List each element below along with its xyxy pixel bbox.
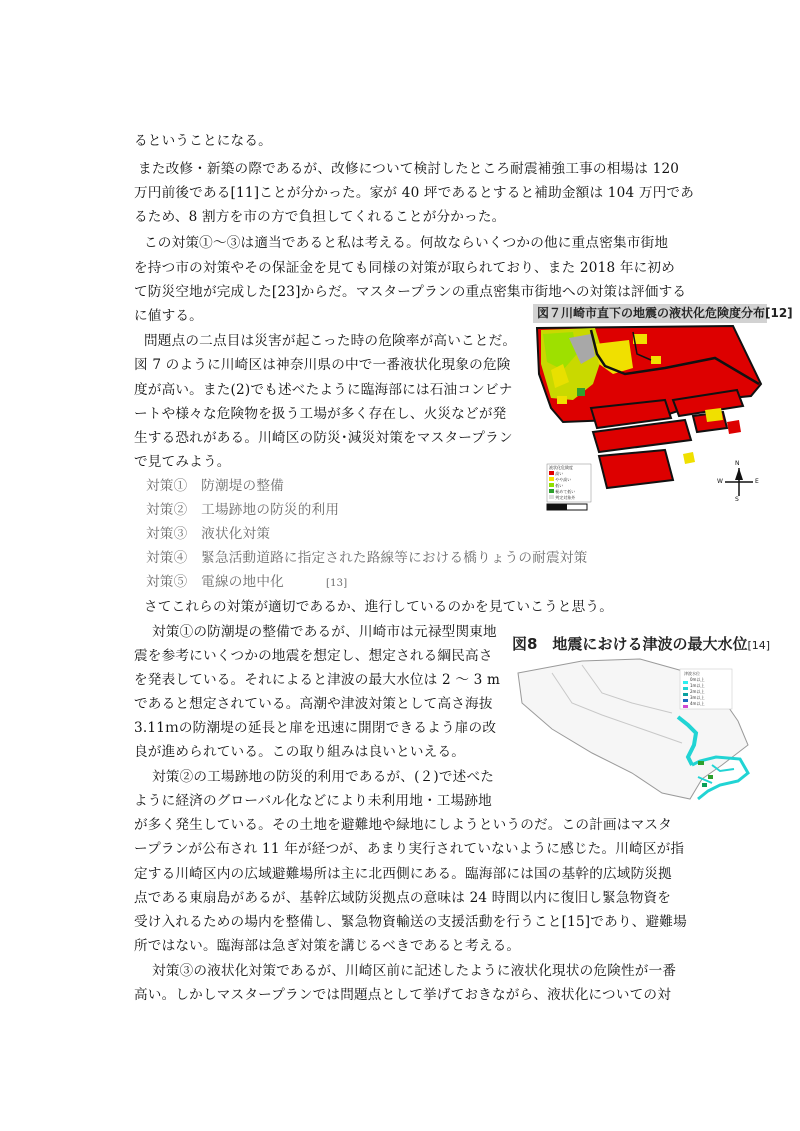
legend-item: 3m以上	[690, 695, 705, 700]
legend-item: 低い	[549, 483, 575, 489]
figure-8-tsunami-map	[512, 633, 771, 805]
text-line: 万円前後である[11]ことが分かった。家が 40 坪であるとすると補助金額は 104 万円であ	[134, 185, 695, 201]
text-line: ように経済のグローバル化などにより未利用地・工場跡地	[134, 793, 492, 809]
measure-item: 対策② 工場跡地の防災的利用	[146, 502, 340, 518]
legend-title: 液状化危険度	[549, 465, 573, 470]
text-line: に値する。	[134, 308, 203, 324]
compass-west-label: W	[717, 478, 723, 485]
compass-east-label: E	[755, 478, 759, 485]
text-line: 良が進められている。この取り組みは良いといえる。	[134, 744, 466, 760]
text-line: 受け入れるための場内を整備し、緊急物資輸送の支援活動を行うこと[15]であり、避難場	[134, 914, 687, 930]
figure-7-liquefaction-map	[533, 304, 793, 522]
measure-item: 対策④ 緊急活動道路に指定された路線等における橋りょうの耐震対策	[146, 550, 588, 566]
figure-7-caption: 図７川崎市直下の地震の液状化危険度分布[12]	[533, 304, 767, 323]
legend-item: 1m以上	[690, 683, 705, 688]
text-line: 点である東扇島があるが、基幹広域防災拠点の意味は 24 時間以内に復旧し緊急物資を	[134, 890, 672, 906]
text-line: 定する川崎区内の広域避難場所は主に北西側にある。臨海部には国の基幹的広域防災拠	[134, 866, 672, 882]
compass-north-label: N	[735, 460, 740, 467]
text-line: 問題点の二点目は災害が起こった時の危険率が高いことだ。	[144, 333, 517, 349]
legend-item: 4m以上	[690, 701, 705, 706]
legend-title: 津波水位	[684, 671, 700, 676]
legend-item: 0m以上	[690, 677, 705, 682]
legend-item: 極めて低い	[549, 489, 575, 495]
text-line: るということになる。	[134, 133, 272, 149]
legend-item: やや高い	[549, 477, 575, 483]
text-line: が多く発生している。その土地を避難地や緑地にしようというのだ。この計画はマスタ	[134, 817, 672, 833]
measure-item: 対策③ 液状化対策	[146, 526, 271, 542]
text-line: ープランが公布され 11 年が経つが、あまり実行されていないように感じた。川崎区が指	[134, 841, 685, 857]
text-line: 対策②の工場跡地の防災的利用であるが、(２)で述べた	[152, 769, 495, 785]
text-line: 高い。しかしマスタープランでは問題点として挙げておきながら、液状化についての対	[134, 987, 672, 1003]
text-line: 生する恐れがある。川崎区の防災･減災対策をマスタープラン	[134, 430, 513, 446]
text-line: て防災空地が完成した[23]からだ。マスタープランの重点密集市街地への対策は評価する	[134, 284, 687, 300]
figure-8-reference: [14]	[747, 639, 771, 652]
figure-8-title: 図8 地震における津波の最大水位	[512, 635, 748, 653]
legend-item: 判定対象外	[549, 495, 575, 501]
legend-item: 高い	[549, 471, 575, 477]
text-line: を持つ市の対策やその保証金を見ても同様の対策が取られており、また 2018 年に初め	[134, 260, 676, 276]
text-line: また改修・新築の際であるが、改修について検討したところ耐震補強工事の相場は 120	[138, 161, 680, 177]
text-line: 震を参考にいくつかの地震を想定し、想定される綱民高さ	[134, 648, 493, 664]
legend-item: 2m以上	[690, 689, 705, 694]
text-line: 図 7 のように川崎区は神奈川県の中で一番液状化現象の危険	[134, 357, 511, 373]
measure-item: 対策① 防潮堤の整備	[146, 478, 284, 494]
figure-8-legend	[684, 671, 704, 707]
text-line: この対策①～③は適当であると私は考える。何故ならいくつかの他に重点密集市街地	[144, 235, 669, 251]
text-line: であると想定されている。高潮や津波対策として高さ海抜	[134, 696, 493, 712]
text-line: ートや様々な危険物を扱う工場が多く存在し、火災などが発	[134, 406, 507, 422]
text-line: 対策③の液状化対策であるが、川崎区前に記述したように液状化現状の危険性が一番	[152, 963, 677, 979]
text-line: 所ではない。臨海部は急ぎ対策を講じるべきであると考える。	[134, 938, 521, 954]
reference-13: [13]	[326, 578, 348, 589]
measure-item: 対策⑤ 電線の地中化	[146, 574, 284, 590]
tsunami-map-graphic	[512, 633, 771, 805]
text-line: で見てみよう。	[134, 454, 231, 470]
text-line: さてこれらの対策が適切であるか、進行しているのかを見ていこうと思う。	[144, 599, 613, 615]
text-line: るため、8 割方を市の方で負担してくれることが分かった。	[134, 209, 506, 225]
text-line: 対策①の防潮堤の整備であるが、川崎市は元禄型関東地	[152, 624, 497, 640]
text-line: 3.11ｍの防潮堤の延長と扉を迅速に開閉できるよう扉の改	[134, 720, 497, 736]
figure-7-legend	[549, 465, 575, 501]
text-line: 度が高い。また(2)でも述べたように臨海部には石油コンビナ	[134, 382, 513, 398]
text-line: を発表している。それによると津波の最大水位は 2 ～ 3 m	[134, 672, 501, 688]
compass-south-label: S	[735, 496, 739, 503]
